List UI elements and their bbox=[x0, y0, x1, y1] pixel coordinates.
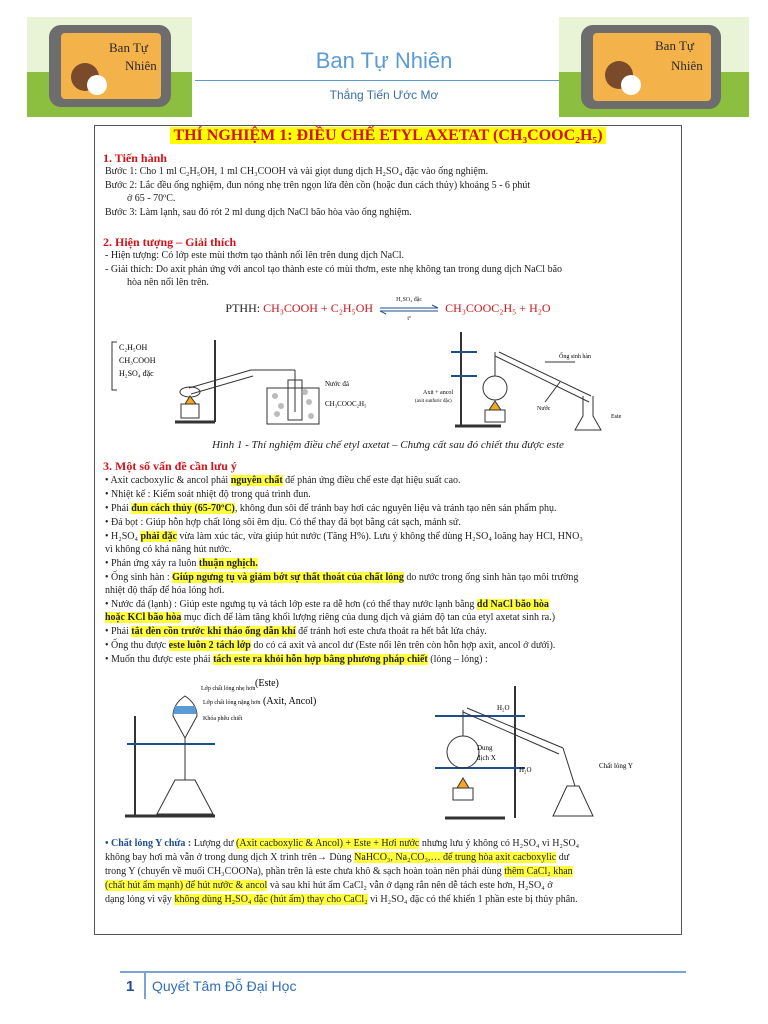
eq-condition-bottom: tº bbox=[407, 316, 411, 323]
eq-prefix: PTHH: bbox=[225, 301, 261, 315]
explanation-line-cont: hòa nên nổi lên trên. bbox=[127, 277, 209, 288]
note-7-cont: nhiệt độ thấp để hóa lỏng hơi. bbox=[105, 585, 225, 596]
footer-divider bbox=[120, 971, 686, 973]
phenomenon-line: - Hiện tượng: Có lớp este mùi thơm tạo thành nổi lên trên dung dịch NaCl. bbox=[105, 250, 405, 261]
note-6: • Phản ứng xảy ra luôn thuận nghịch. bbox=[105, 558, 258, 569]
fig4-h2o-bottom: H₂O bbox=[519, 766, 532, 774]
liquid-y-line-4: (chất hút ẩm mạnh) để hút nước & ancol và sau khi hút ẩm CaCl₂ vẫn ở dạng rắn nên dễ tách este hơn, H₂SO₄ ở bbox=[105, 880, 553, 891]
fig2-water-label: Nước bbox=[537, 406, 551, 412]
fig4-liquid-y: Chất lỏng Y bbox=[599, 762, 633, 770]
eq-right: CH₃COOC₂H₅ + H₂O bbox=[445, 301, 551, 315]
liquid-y-line-5: dạng lỏng vì vậy không dùng H₂SO₄ đặc (hút ẩm) thay cho CaCl₂ vì H₂SO₄ đặc có thể khiến 1 phần este bị thủy phân. bbox=[105, 894, 578, 905]
eq-left: CH₃COOH + C₂H₅OH bbox=[263, 301, 374, 315]
section-heading-3: 3. Một số vấn đề cần lưu ý bbox=[103, 459, 237, 473]
note-4: • Đá bọt : Giúp hỗn hợp chất lỏng sôi êm dịu. Có thể thay đá bọt bằng cát sạch, mảnh sứ. bbox=[105, 517, 461, 528]
fig3-valve-label: Khóa phễu chiết bbox=[203, 716, 243, 722]
logo-text-1: Ban Tự bbox=[109, 40, 148, 55]
section-heading-1: 1. Tiến hành bbox=[103, 151, 167, 165]
eq-arrow bbox=[376, 297, 442, 323]
note-1: • Axit cacboxylic & ancol phải nguyên chất để phản ứng điều chế este đạt hiệu suất cao. bbox=[105, 475, 461, 486]
fig3-este-label: (Este) bbox=[255, 678, 279, 689]
fig1-ice-label: Nước đá bbox=[325, 380, 350, 388]
fig3-heavy-layer: Lớp chất lỏng nặng hơn bbox=[203, 700, 261, 706]
figure-separation-apparatus bbox=[105, 676, 671, 826]
liquid-y-line-1: • Chất lỏng Y chứa : Lượng dư (Axit cacboxylic & Ancol) + Este + Hơi nước nhưng lưu ý không có H₂SO₄ vì H₂SO₄ bbox=[105, 838, 580, 849]
site-subtitle: Thắng Tiến Ước Mơ bbox=[329, 88, 439, 102]
note-5: • H₂SO₄ phải đặc vừa làm xúc tác, vừa giúp hút nước (Tăng H%). Lưu ý không thể dùng H₂SO₄ loãng hay HCl, HNO₃ bbox=[105, 531, 583, 542]
logo-text-1-right: Ban Tự bbox=[655, 38, 694, 53]
fig4-h2o-top: H₂O bbox=[497, 704, 510, 712]
eq-condition-top: H₂SO₄ đặc bbox=[396, 297, 423, 304]
header-divider bbox=[195, 80, 559, 81]
section-heading-2: 2. Hiện tượng – Giải thích bbox=[103, 235, 237, 249]
fig4-solution-label: Dung bbox=[477, 744, 493, 752]
note-7: • Ống sinh hàn : Giúp ngưng tụ và giảm bớt sự thất thoát của chất lỏng do nước trong ống sinh hàn tạo môi trường bbox=[105, 572, 579, 583]
note-5-cont: vì không có khả năng hút nước. bbox=[105, 544, 232, 555]
note-3: • Phải đun cách thủy (65-70ºC), không đun sôi để tránh bay hơi các nguyên liệu và tránh tạo nên sản phẩm phụ. bbox=[105, 503, 557, 514]
step-2-cont: ở 65 - 70ºC. bbox=[127, 193, 176, 204]
fig2-condenser-label: Ống sinh hàn bbox=[559, 354, 591, 360]
step-2: Bước 2: Lắc đều ống nghiệm, đun nóng nhẹ trên ngọn lửa đèn cồn (hoặc đun cách thủy) khoảng 5 - 6 phút bbox=[105, 180, 531, 191]
fig1-ester-label: CH₃COOC₂H₅ bbox=[325, 400, 367, 408]
note-9: • Phải tắt đèn cồn trước khi tháo ống dẫn khí để tránh hơi este chưa thoát ra hết bắt lửa cháy. bbox=[105, 626, 487, 637]
reaction-equation bbox=[95, 297, 681, 323]
note-2: • Nhiệt kế : Kiểm soát nhiệt độ trong quá trình đun. bbox=[105, 489, 311, 500]
fig1-reagent-1: C₂H₅OH bbox=[119, 343, 148, 352]
fig1-reagent-3: H₂SO₄ đặc bbox=[119, 369, 154, 378]
site-title: Ban Tự Nhiên bbox=[315, 48, 453, 73]
footer-text: Quyết Tâm Đỗ Đại Học bbox=[152, 978, 297, 994]
note-8-cont: hoặc KCl bão hòa mục đích để làm tăng khối lượng riêng của dung dịch và giảm độ tan của etyl axetat sinh ra.) bbox=[105, 612, 556, 623]
page-number: 1 bbox=[126, 978, 135, 995]
fig2-flask-label-2: (axit sunfuric đặc) bbox=[415, 399, 452, 404]
note-10: • Ống thu được este luôn 2 tách lớp do có cả axit và ancol dư (Este nổi lên trên còn hỗn hợp axit, ancol ở dưới). bbox=[105, 640, 556, 651]
note-11: • Muốn thu được este phải tách este ra khỏi hỗn hợp bằng phương pháp chiết (lỏng – lỏng) : bbox=[105, 654, 488, 665]
explanation-line: - Giải thích: Do axit phản ứng với ancol tạo thành este có mùi thơm, este nhẹ không tan trong dung dịch NaCl bão bbox=[105, 264, 563, 275]
fig2-ester-label: Este bbox=[611, 414, 622, 420]
fig3-axit-label: (Axit, Ancol) bbox=[263, 696, 317, 707]
fig2-flask-label: Axit + ancol bbox=[423, 390, 454, 396]
figure-caption: Hình 1 - Thí nghiệm điều chế etyl axetat – Chưng cất sau đó chiết thu được este bbox=[212, 439, 564, 451]
fig4-solution-label-2: dịch X bbox=[477, 754, 496, 762]
doc-title: THÍ NGHIỆM 1: ĐIỀU CHẾ ETYL AXETAT (CH₃COOC₂H₅) bbox=[95, 130, 681, 143]
fig3-light-layer: Lớp chất lỏng nhẹ hơn bbox=[201, 686, 256, 692]
step-1: Bước 1: Cho 1 ml C₂H₅OH, 1 ml CH₃COOH và vài giọt dung dịch H₂SO₄ đặc vào ống nghiệm. bbox=[105, 166, 489, 177]
logo-text-2: Nhiên bbox=[125, 58, 157, 73]
note-8: • Nước đá (lạnh) : Giúp este ngưng tụ và tách lớp este ra dễ hơn (có thể thay nước lạnh bằng dd NaCl bão hòa bbox=[105, 599, 549, 610]
figure-esterification-apparatus bbox=[105, 322, 671, 436]
step-3: Bước 3: Làm lạnh, sau đó rót 2 ml dung dịch NaCl bão hòa vào ống nghiệm. bbox=[105, 207, 412, 218]
liquid-y-line-3: trong Y (chuyển về muối CH₃COONa), phần trên là este chưa khô & sạch hoàn toàn nên phải dùng thêm CaCl₂ khan bbox=[105, 866, 573, 877]
fig1-reagent-2: CH₃COOH bbox=[119, 356, 156, 365]
document-frame bbox=[94, 125, 682, 935]
footer-separator bbox=[144, 973, 146, 999]
logo-text-2-right: Nhiên bbox=[671, 58, 703, 73]
liquid-y-line-2: không bay hơi mà vẫn ở trong dung dịch X trình trên→ Dùng NaHCO₃, Na₂CO₃,… để trung hòa axit cacboxylic dư bbox=[105, 852, 570, 863]
